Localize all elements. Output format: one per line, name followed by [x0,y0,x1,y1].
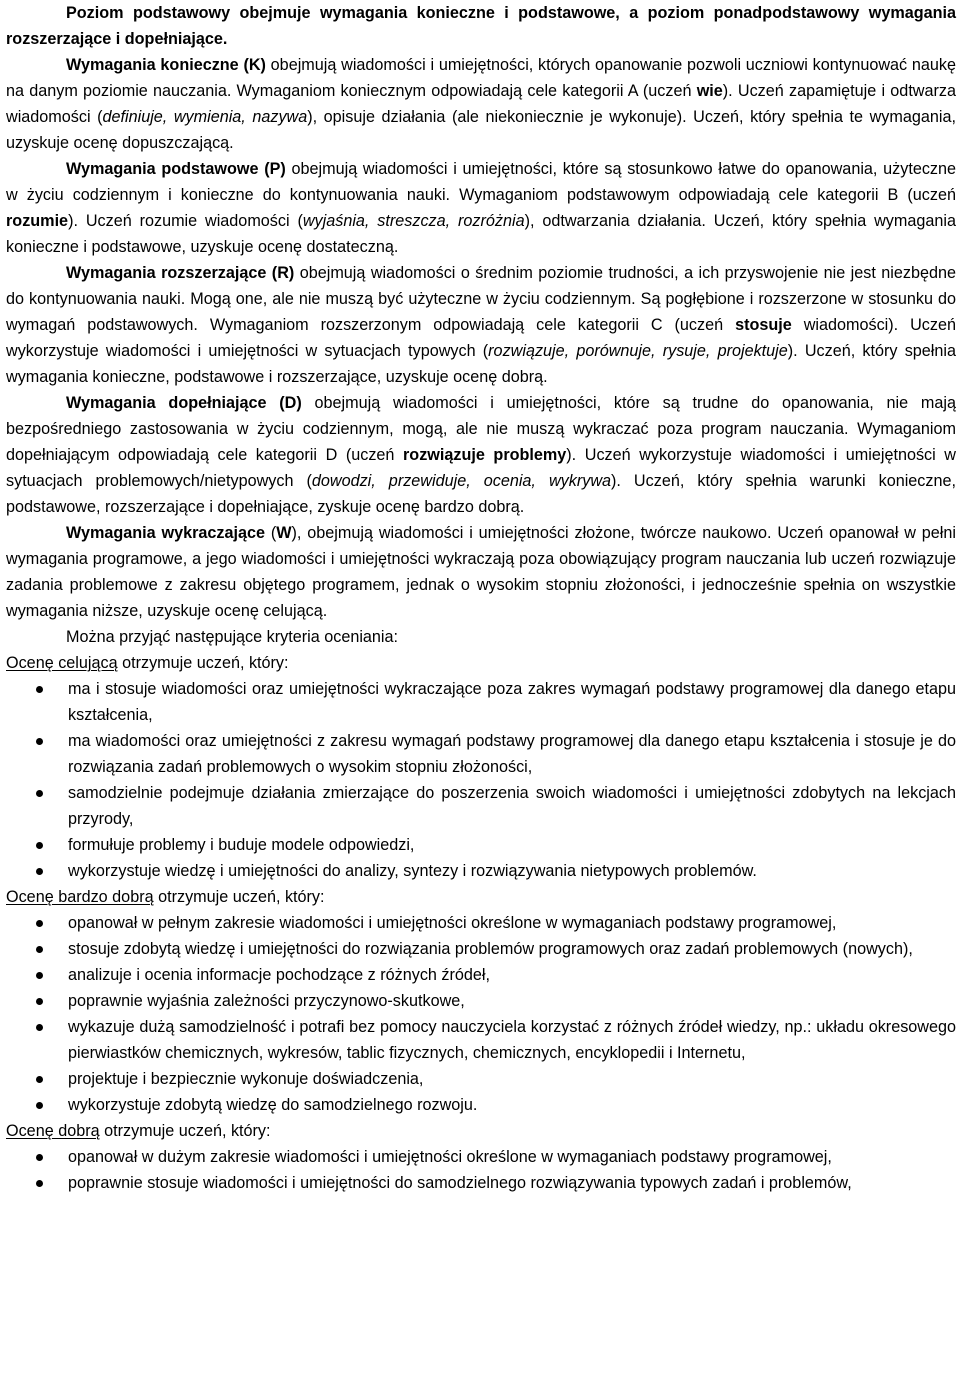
grade-list-celujaca [6,676,956,884]
list-item [6,988,956,1014]
intro-text: Poziom podstawowy obejmuje wymagania konieczne i podstawowe, a poziom ponadpodstawowy wymagania rozszerzające i dopełniające. [6,4,956,48]
paragraph-konieczne [6,52,956,156]
list-item [6,858,956,884]
grade-suffix: otrzymuje uczeń, który: [117,654,289,672]
bullet-icon [36,1180,43,1187]
term-dopelniajace: Wymagania dopełniające (D) [66,394,302,412]
paragraph-text: wiadomości). Uczeń wykorzystuje wiadomości i umiejętności w sytuacjach typowych ( [6,316,956,360]
list-item-text: samodzielnie podejmuje działania zmierzające do poszerzenia swoich wiadomości i umiejętności zdobytych na lekcjach przyrody, [68,784,956,828]
intro-paragraph [6,0,956,52]
term-rozszerzajace: Wymagania rozszerzające (R) [66,264,295,282]
term-konieczne: Wymagania konieczne (K) [66,56,266,74]
list-item [6,1170,956,1196]
list-item [6,936,956,962]
bullet-icon [36,998,43,1005]
bullet-icon [36,790,43,797]
list-item-text: projektuje i bezpiecznie wykonuje doświadczenia, [68,1070,424,1088]
list-item [6,832,956,858]
paragraph-text: ). Uczeń rozumie wiadomości ( [68,212,303,230]
paragraph-text: ), opisuje działania (ale niekoniecznie je wykonuje). Uczeń, który spełnia te wymagania, uzyskuje ocenę dopuszczającą. [6,108,956,152]
grade-name: Ocenę celującą [6,654,118,672]
list-item [6,962,956,988]
paragraph-text: ), odtwarzania działania. Uczeń, który spełnia wymagania konieczne i podstawowe, uzyskuje ocenę dostateczną. [6,212,956,256]
bullet-icon [36,972,43,979]
bullet-icon [36,1154,43,1161]
examples-konieczne: definiuje, wymienia, nazywa [102,108,308,126]
grade-name: Ocenę bardzo dobrą [6,888,154,906]
paragraph-text: ). Uczeń, który spełnia wymagania konieczne, podstawowe i rozszerzające, uzyskuje ocenę dobrą. [6,342,956,386]
bullet-icon [36,920,43,927]
list-item [6,1066,956,1092]
list-item [6,910,956,936]
grade-list-dobra [6,1144,956,1196]
paragraph-text: ), obejmują wiadomości i umiejętności złożone, twórcze naukowo. Uczeń opanował w pełni wymagania programowe, a jego wiadomości i umiejętności wykraczają poza obowiązujący program nauczania lub uczeń rozwiązuje zadania problemowe z zakresu objętego programem, jednak o wysokim stopniu złożoności, i jednocześnie spełnia on wszystkie wymagania niższe, uzyskuje ocenę celującą. [6,524,956,620]
grade-heading-celujaca [6,650,956,676]
list-item [6,1014,956,1066]
bullet-icon [36,946,43,953]
bullet-icon [36,842,43,849]
list-item-text: opanował w pełnym zakresie wiadomości i umiejętności określone w wymaganiach podstawy programowej, [68,914,837,932]
list-item-text: poprawnie stosuje wiadomości i umiejętności do samodzielnego rozwiązywania typowych zadań i problemów, [68,1174,852,1192]
verb-rozumie: rozumie [6,212,69,230]
verb-rozwiazuje-problemy: rozwiązuje problemy [403,446,567,464]
term-wykraczajace: Wymagania wykraczające [66,524,266,542]
list-item [6,728,956,780]
examples-podstawowe: wyjaśnia, streszcza, rozróżnia [302,212,525,230]
bullet-icon [36,1076,43,1083]
list-item-text: wykorzystuje zdobytą wiedzę do samodzielnego rozwoju. [68,1096,478,1114]
paragraph-text: obejmują wiadomości o średnim poziomie trudności, a ich przyswojenie nie jest niezbędne do kontynuowania nauki. Mogą one, ale nie muszą być użyteczne w życiu codziennym. Są pogłębione i rozszerzone w stosunku do wymagań podstawowych. Wymaganiom rozszerzonym odpowiadają cele kategorii C (uczeń [6,264,956,334]
grade-suffix: otrzymuje uczeń, który: [99,1122,271,1140]
bullet-icon [36,686,43,693]
list-item-text: stosuje zdobytą wiedzę i umiejętności do rozwiązania problemów programowych oraz zadań problemowych (nowych), [68,940,913,958]
list-item-text: opanował w dużym zakresie wiadomości i umiejętności określone w wymaganiach podstawy programowej, [68,1148,832,1166]
verb-stosuje: stosuje [735,316,792,334]
paragraph-text: ). Uczeń, który spełnia warunki konieczne, podstawowe, rozszerzające i dopełniające, zyskuje ocenę bardzo dobrą. [6,472,956,516]
criteria-intro: Można przyjąć następujące kryteria oceniania: [66,628,399,646]
list-item-text: formułuje problemy i buduje modele odpowiedzi, [68,836,415,854]
paragraph-text: ). Uczeń zapamiętuje i odtwarza wiadomości ( [6,82,956,126]
list-item-text: ma i stosuje wiadomości oraz umiejętności wykraczające poza zakres wymagań podstawy programowej dla danego etapu kształcenia, [68,680,956,724]
examples-dopelniajace: dowodzi, przewiduje, ocenia, wykrywa [311,472,612,490]
paragraph-dopelniajace [6,390,956,520]
grade-list-bardzo-dobra [6,910,956,1118]
grade-heading-dobra [6,1118,956,1144]
bullet-icon [36,1102,43,1109]
list-item-text: analizuje i ocenia informacje pochodzące z różnych źródeł, [68,966,491,984]
paragraph-text: obejmują wiadomości i umiejętności, które są stosunkowo łatwe do opanowania, użyteczne w życiu codziennym i konieczne do kontynuowania nauki. Wymaganiom podstawowym odpowiadają cele kategorii B (uczeń [6,160,957,204]
list-item [6,676,956,728]
bullet-icon [36,738,43,745]
list-item-text: wykorzystuje wiedzę i umiejętności do analizy, syntezy i rozwiązywania nietypowych problemów. [68,862,757,880]
paragraph-podstawowe [6,156,956,260]
examples-rozszerzajace: rozwiązuje, porównuje, rysuje, projektuje [488,342,788,360]
list-item-text: poprawnie wyjaśnia zależności przyczynowo-skutkowe, [68,992,465,1010]
term-podstawowe: Wymagania podstawowe (P) [66,160,286,178]
bullet-icon [36,868,43,875]
verb-wie: wie [696,82,723,100]
paragraph-rozszerzajace [6,260,956,390]
grade-heading-bardzo-dobra [6,884,956,910]
list-item [6,780,956,832]
paragraph-text: ). Uczeń wykorzystuje wiadomości i umiejętności w sytuacjach problemowych/nietypowych ( [6,446,956,490]
code-w: W [276,524,292,542]
list-item [6,1144,956,1170]
paragraph-text: ( [265,524,277,542]
list-item-text: wykazuje dużą samodzielność i potrafi bez pomocy nauczyciela korzystać z różnych źródeł wiedzy, np.: układu okresowego pierwiastków chemicznych, wykresów, tablic fizycznych, chemicznych, encyklopedii i Internetu, [68,1018,956,1062]
grade-name: Ocenę dobrą [6,1122,100,1140]
grade-suffix: otrzymuje uczeń, który: [153,888,325,906]
paragraph-wykraczajace [6,520,956,624]
bullet-icon [36,1024,43,1031]
list-item [6,1092,956,1118]
paragraph-text: obejmują wiadomości i umiejętności, których opanowanie pozwoli uczniowi kontynuować naukę na danym poziomie nauczania. Wymaganiom koniecznym odpowiadają cele kategorii A (uczeń [6,56,956,100]
paragraph-text: obejmują wiadomości i umiejętności, które są trudne do opanowania, nie mają bezpośredniego zastosowania w życiu codziennym, mogą, ale nie muszą wykraczać poza program nauczania. Wymaganiom dopełniającym odpowiadają cele kategorii D (uczeń [6,394,956,464]
list-item-text: ma wiadomości oraz umiejętności z zakresu wymagań podstawy programowej dla danego etapu kształcenia i stosuje je do rozwiązania zadań problemowych o wysokim stopniu złożoności, [68,732,956,776]
